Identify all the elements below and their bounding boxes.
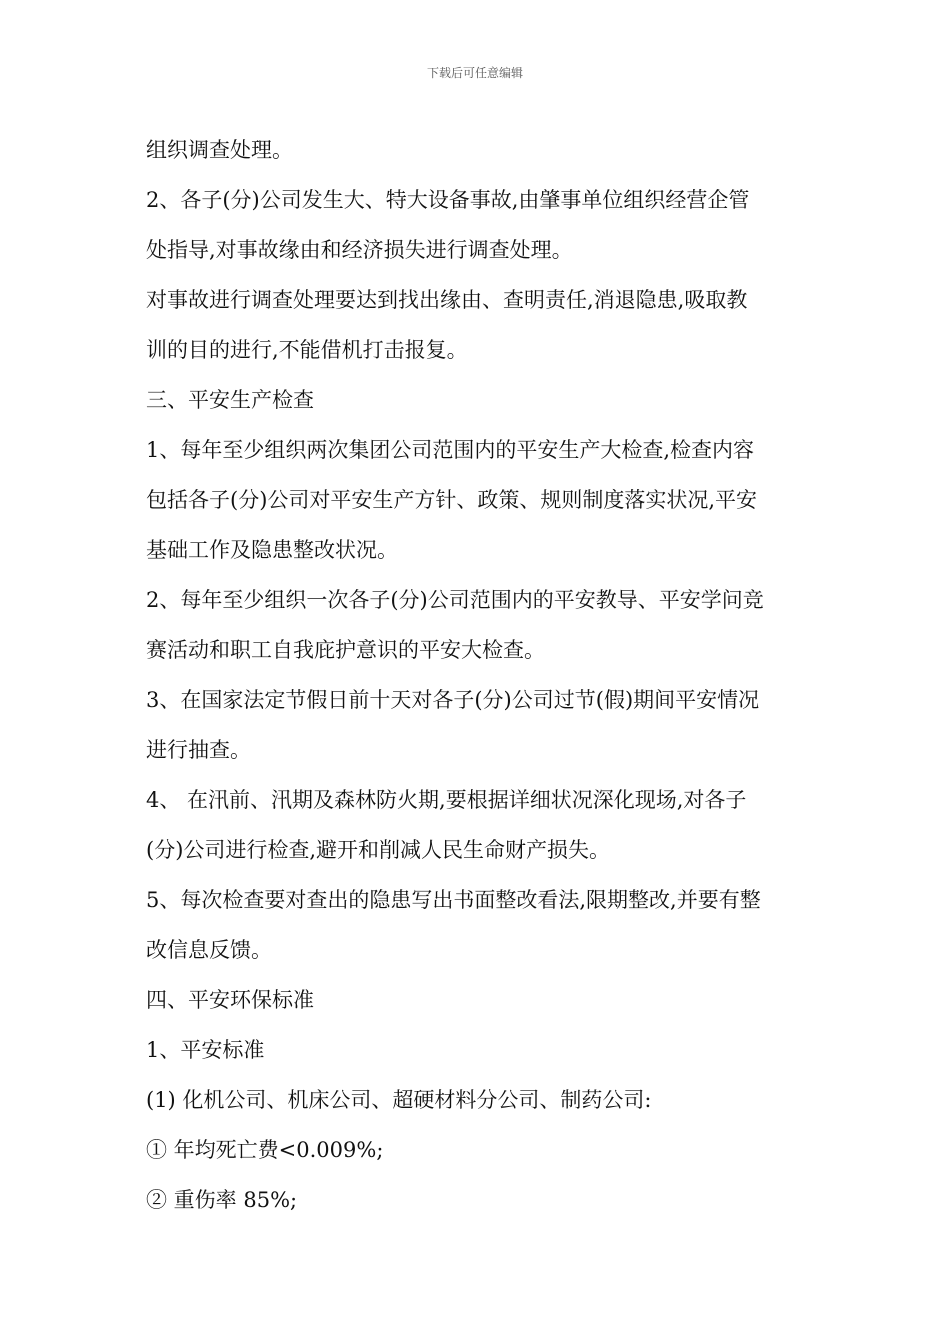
list-item: ② 重伤率 85%;	[146, 1188, 298, 1212]
header-note: 下载后可任意编辑	[426, 66, 523, 80]
body-line: (分)公司进行检查,避开和削减人民生命财产损失。	[146, 838, 611, 862]
body-line: 进行抽查。	[146, 738, 251, 762]
body-line: 5、每次检查要对查出的隐患写出书面整改看法,限期整改,并要有整	[146, 888, 761, 912]
section-heading: 三、平安生产检查	[146, 388, 314, 412]
subsection-heading: 1、平安标准	[146, 1038, 265, 1062]
body-line: 基础工作及隐患整改状况。	[146, 538, 398, 562]
body-line: 对事故进行调查处理要达到找出缘由、查明责任,消退隐患,吸取教	[146, 288, 748, 312]
body-line: 改信息反馈。	[146, 938, 272, 962]
body-line: 2、各子(分)公司发生大、特大设备事故,由肇事单位组织经营企管	[146, 188, 750, 212]
body-line: 2、每年至少组织一次各子(分)公司范围内的平安教导、平安学问竞	[146, 588, 764, 612]
body-line: 训的目的进行,不能借机打击报复。	[146, 338, 468, 362]
body-line: 包括各子(分)公司对平安生产方针、政策、规则制度落实状况,平安	[146, 488, 758, 512]
body-line: 赛活动和职工自我庇护意识的平安大检查。	[146, 638, 545, 662]
list-item: ① 年均死亡费<0.009%;	[146, 1138, 384, 1162]
body-line: (1) 化机公司、机床公司、超硬材料分公司、制药公司:	[146, 1088, 652, 1112]
body-line: 4、 在汛前、汛期及森林防火期,要根据详细状况深化现场,对各子	[146, 788, 747, 812]
section-heading: 四、平安环保标准	[146, 988, 314, 1012]
body-line: 1、每年至少组织两次集团公司范围内的平安生产大检查,检查内容	[146, 438, 755, 462]
body-line: 3、在国家法定节假日前十天对各子(分)公司过节(假)期间平安情况	[146, 688, 760, 712]
body-line: 组织调查处理。	[146, 138, 293, 162]
body-line: 处指导,对事故缘由和经济损失进行调查处理。	[146, 238, 573, 262]
